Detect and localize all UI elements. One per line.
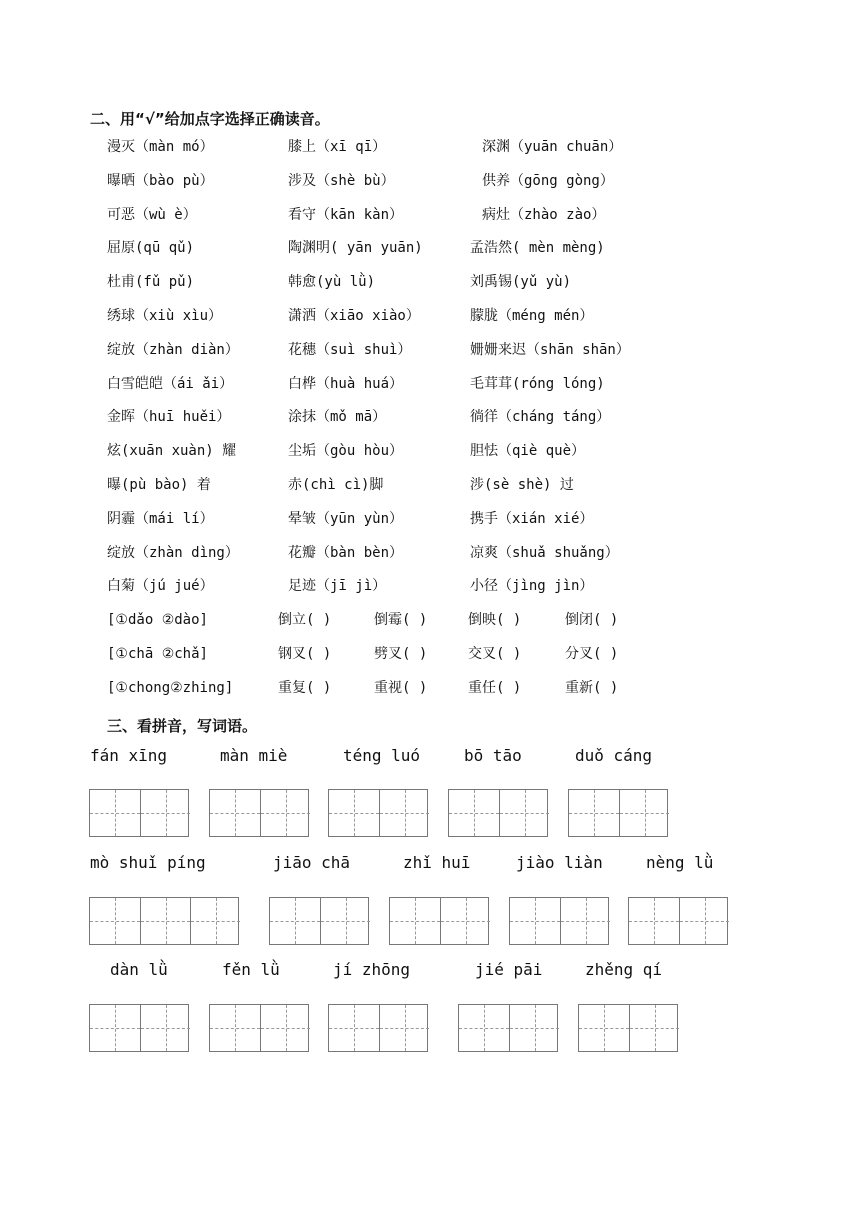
pinyin-word: fěn lǜ — [222, 960, 280, 979]
writing-cell[interactable] — [140, 790, 190, 836]
writing-grid[interactable] — [89, 897, 239, 945]
pronunciation-item[interactable]: 曝晒（bào pù） — [107, 172, 214, 189]
choice-key: [①dǎo ②dào] — [107, 612, 208, 629]
pinyin-word: jié pāi — [475, 960, 543, 979]
choice-key: [①chā ②chǎ] — [107, 646, 208, 662]
choice-blank[interactable]: 倒映( ) — [468, 612, 522, 629]
writing-grid[interactable] — [209, 789, 309, 837]
pronunciation-item[interactable]: 绣球（xiù xìu） — [107, 308, 223, 324]
writing-grid[interactable] — [328, 789, 428, 837]
choice-blank[interactable]: 倒闭( ) — [565, 612, 619, 629]
section-2-title: 二、用“√”给加点字选择正确读音。 — [90, 110, 330, 128]
writing-cell[interactable] — [379, 790, 429, 836]
writing-cell[interactable] — [629, 1005, 679, 1051]
choice-key: [①chong②zhing] — [107, 679, 234, 696]
writing-cell[interactable] — [260, 790, 310, 836]
writing-grid[interactable] — [448, 789, 548, 837]
writing-cell[interactable] — [210, 1005, 260, 1051]
writing-grid[interactable] — [509, 897, 609, 945]
writing-cell[interactable] — [510, 898, 560, 944]
pronunciation-item[interactable]: 韩愈(yù lǜ) — [288, 274, 376, 291]
pronunciation-item[interactable]: 漫灭（màn mó） — [107, 139, 214, 155]
pinyin-word: bō tāo — [464, 746, 522, 765]
pronunciation-item[interactable]: 晕皱（yūn yùn） — [288, 510, 404, 527]
pronunciation-row — [0, 472, 860, 498]
pronunciation-item[interactable]: 膝上（xī qī） — [288, 139, 387, 155]
pronunciation-row — [0, 540, 860, 566]
pronunciation-item[interactable]: 涉(sè shè) 过 — [470, 477, 574, 493]
writing-grid[interactable] — [269, 897, 369, 945]
writing-cell[interactable] — [509, 1005, 559, 1051]
writing-cell[interactable] — [270, 898, 320, 944]
choice-blank[interactable]: 劈叉( ) — [374, 646, 428, 662]
pronunciation-item[interactable]: 陶渊明( yān yuān) — [288, 240, 423, 257]
writing-cell[interactable] — [90, 1005, 140, 1051]
pronunciation-row — [0, 371, 860, 397]
choice-blank[interactable]: 重视( ) — [374, 679, 428, 696]
choice-blank[interactable]: 倒立( ) — [278, 612, 332, 629]
writing-cell[interactable] — [190, 898, 240, 944]
choice-blank[interactable]: 交叉( ) — [468, 646, 522, 662]
choice-row — [0, 607, 860, 633]
writing-grid[interactable] — [568, 789, 668, 837]
writing-grid[interactable] — [328, 1004, 428, 1052]
writing-cell[interactable] — [619, 790, 669, 836]
choice-blank[interactable]: 钢叉( ) — [278, 646, 332, 662]
section-3-title: 三、看拼音，写词语。 — [107, 717, 258, 735]
pronunciation-item[interactable]: 曝(pù bào) 着 — [107, 477, 211, 493]
pronunciation-item[interactable]: 小径（jìng jìn） — [470, 578, 594, 595]
choice-blank[interactable]: 重新( ) — [565, 679, 619, 696]
pronunciation-item[interactable]: 涂抹（mǒ mā） — [288, 409, 387, 426]
pronunciation-item[interactable]: 刘禹锡(yǔ yù) — [470, 274, 572, 291]
pronunciation-item[interactable]: 潇洒（xiāo xiào） — [288, 308, 420, 324]
pronunciation-item[interactable]: 绽放（zhàn diàn） — [107, 341, 239, 358]
writing-grid[interactable] — [458, 1004, 558, 1052]
pinyin-word: fán xīng — [90, 746, 168, 765]
writing-grid[interactable] — [389, 897, 489, 945]
pronunciation-item[interactable]: 胆怯（qiè què） — [470, 443, 586, 460]
pinyin-word: jiào liàn — [516, 853, 603, 872]
writing-cell[interactable] — [90, 898, 140, 944]
writing-cell[interactable] — [499, 790, 549, 836]
pronunciation-item[interactable]: 涉及（shè bù） — [288, 172, 395, 189]
writing-grid[interactable] — [89, 1004, 189, 1052]
writing-grid[interactable] — [209, 1004, 309, 1052]
pinyin-line — [0, 958, 860, 982]
pronunciation-item[interactable]: 白雪皑皑（ái ǎi） — [107, 375, 234, 392]
pinyin-word: jiāo chā — [273, 853, 351, 872]
pronunciation-item[interactable]: 徜徉（cháng táng） — [470, 409, 611, 426]
pronunciation-item[interactable]: 金晖（huī huěi） — [107, 409, 231, 426]
writing-cell[interactable] — [140, 898, 190, 944]
pronunciation-item[interactable]: 花瓣（bàn bèn） — [288, 544, 404, 561]
pinyin-word: duǒ cáng — [575, 746, 653, 765]
writing-cell[interactable] — [260, 1005, 310, 1051]
pronunciation-item[interactable]: 尘垢（gòu hòu） — [288, 443, 404, 460]
choice-row — [0, 641, 860, 667]
pinyin-word: dàn lǜ — [110, 960, 168, 979]
writing-cell[interactable] — [629, 898, 679, 944]
writing-cell[interactable] — [320, 898, 370, 944]
pronunciation-item[interactable]: 朦胧（méng mén） — [470, 308, 594, 324]
pronunciation-item[interactable]: 凉爽（shuǎ shuǎng） — [470, 544, 619, 561]
pronunciation-item[interactable]: 炫(xuān xuàn) 耀 — [107, 443, 237, 460]
pronunciation-item[interactable]: 杜甫(fǔ pǔ) — [107, 274, 195, 291]
choice-blank[interactable]: 分叉( ) — [565, 646, 619, 662]
pronunciation-item[interactable]: 足迹（jī jì） — [288, 578, 387, 595]
writing-cell[interactable] — [390, 898, 440, 944]
choice-row — [0, 675, 860, 701]
pronunciation-row — [0, 269, 860, 295]
pronunciation-item[interactable]: 阴霾（mái lí） — [107, 510, 214, 527]
pinyin-word: mò shuǐ píng — [90, 853, 206, 872]
pronunciation-row — [0, 134, 860, 160]
pronunciation-item[interactable]: 姗姗来迟（shān shān） — [470, 341, 630, 358]
writing-cell[interactable] — [329, 790, 379, 836]
pronunciation-item[interactable]: 绽放（zhàn dìng） — [107, 544, 239, 561]
writing-grid[interactable] — [578, 1004, 678, 1052]
pronunciation-item[interactable]: 赤(chì cì)脚 — [288, 477, 384, 493]
writing-cell[interactable] — [329, 1005, 379, 1051]
pinyin-word: téng luó — [343, 746, 421, 765]
pronunciation-row — [0, 506, 860, 532]
choice-blank[interactable]: 重任( ) — [468, 679, 522, 696]
pronunciation-row — [0, 337, 860, 363]
choice-blank[interactable]: 倒霉( ) — [374, 612, 428, 629]
pronunciation-row — [0, 404, 860, 430]
pronunciation-row — [0, 235, 860, 261]
writing-cell[interactable] — [210, 790, 260, 836]
writing-grid[interactable] — [628, 897, 728, 945]
choice-blank[interactable]: 重复( ) — [278, 679, 332, 696]
pinyin-line — [0, 744, 860, 768]
pinyin-word: jí zhōng — [333, 960, 411, 979]
pronunciation-item[interactable]: 毛茸茸(róng lóng) — [470, 375, 605, 392]
writing-cell[interactable] — [679, 898, 729, 944]
pinyin-word: nèng lǜ — [646, 853, 714, 872]
writing-cell[interactable] — [579, 1005, 629, 1051]
pronunciation-item[interactable]: 白桦（huà huá） — [288, 375, 404, 392]
writing-cell[interactable] — [140, 1005, 190, 1051]
pinyin-word: zhǐ huī — [403, 853, 471, 872]
pronunciation-item[interactable]: 白菊（jú jué） — [107, 578, 214, 595]
pronunciation-item[interactable]: 深渊（yuān chuān） — [482, 139, 623, 155]
pinyin-word: zhěng qí — [585, 960, 663, 979]
pronunciation-item[interactable]: 供养（gōng gòng） — [482, 172, 614, 189]
writing-cell[interactable] — [569, 790, 619, 836]
pronunciation-row — [0, 573, 860, 599]
pronunciation-item[interactable]: 病灶（zhào zào） — [482, 206, 606, 223]
pronunciation-item[interactable]: 孟浩然( mèn mèng) — [470, 240, 605, 257]
pronunciation-item[interactable]: 屈原(qū qǔ) — [107, 240, 195, 257]
pronunciation-row — [0, 202, 860, 228]
pronunciation-item[interactable]: 携手（xián xié） — [470, 510, 594, 527]
pinyin-line — [0, 851, 860, 875]
pronunciation-item[interactable]: 花穗（suì shuì） — [288, 341, 412, 358]
pronunciation-row — [0, 168, 860, 194]
pronunciation-item[interactable]: 可恶（wù è） — [107, 206, 197, 223]
writing-cell[interactable] — [560, 898, 610, 944]
pronunciation-item[interactable]: 看守（kān kàn） — [288, 206, 404, 223]
writing-cell[interactable] — [449, 790, 499, 836]
writing-cell[interactable] — [459, 1005, 509, 1051]
writing-grid[interactable] — [89, 789, 189, 837]
writing-cell[interactable] — [379, 1005, 429, 1051]
writing-cell[interactable] — [90, 790, 140, 836]
writing-cell[interactable] — [440, 898, 490, 944]
pronunciation-row — [0, 303, 860, 329]
pronunciation-row — [0, 438, 860, 464]
pinyin-word: màn miè — [220, 746, 288, 765]
